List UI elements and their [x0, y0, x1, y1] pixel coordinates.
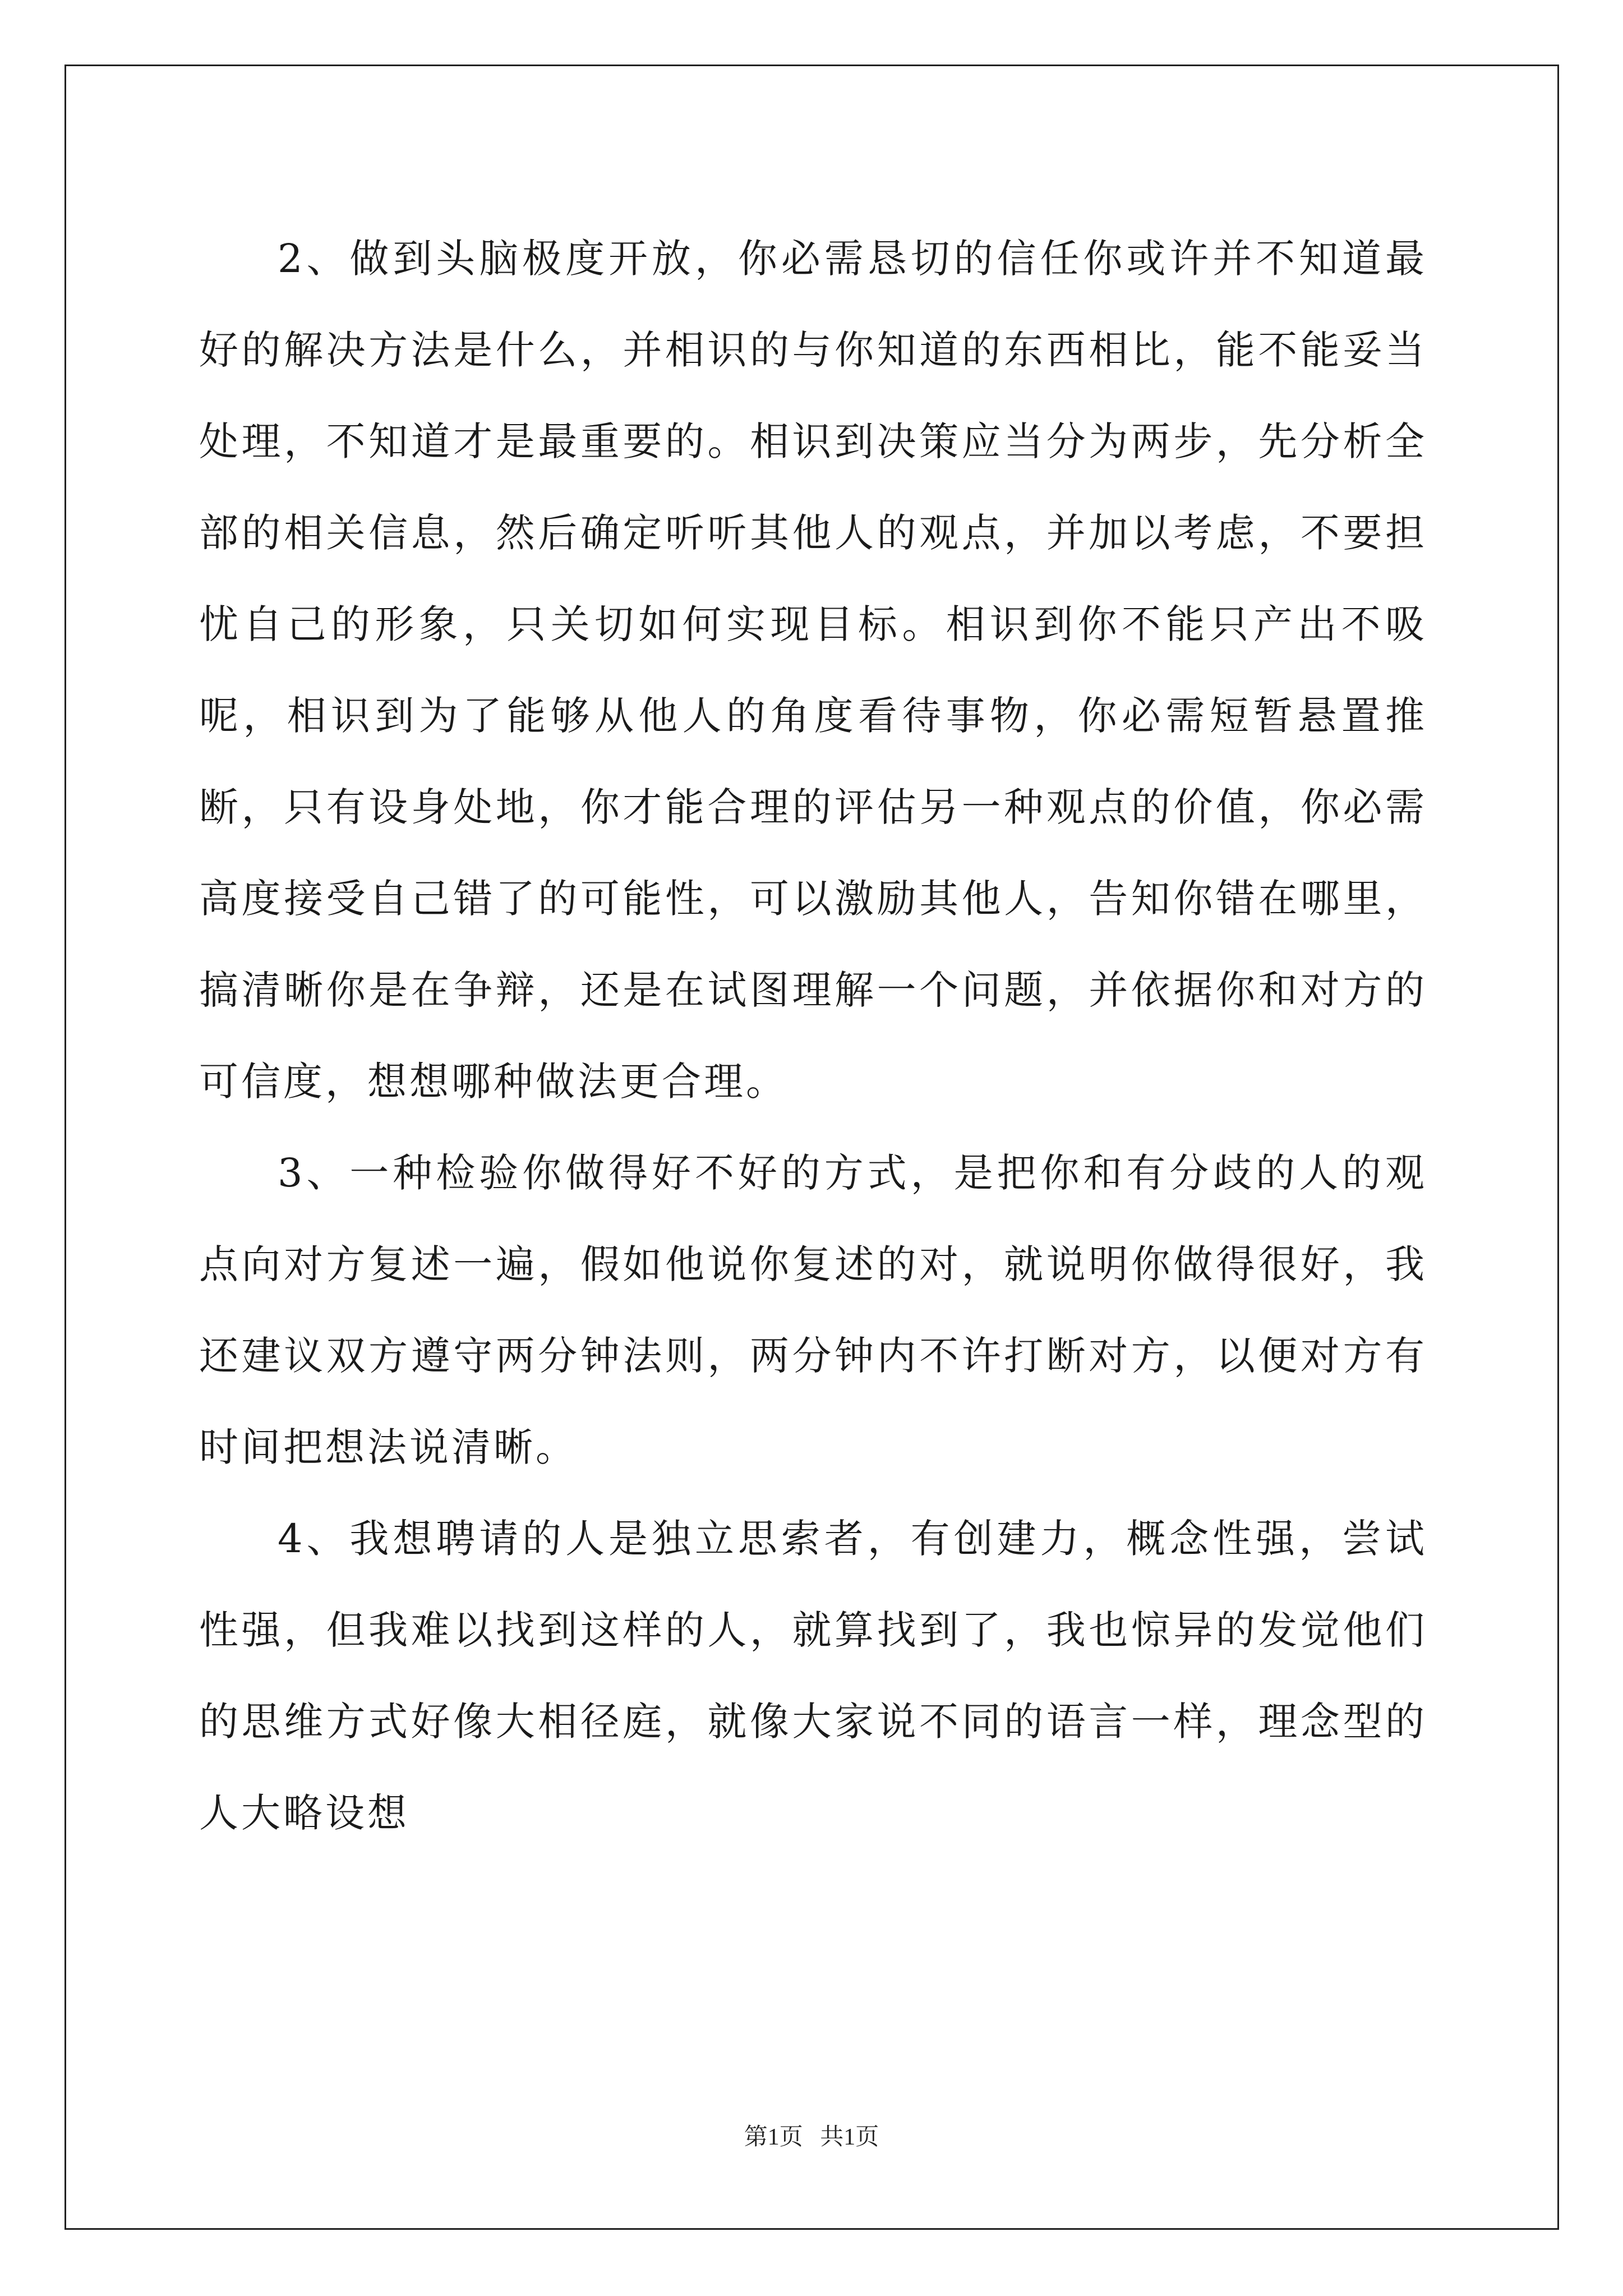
paragraph-4: 4、我想聘请的人是独立思索者，有创建力，概念性强，尝试性强，但我难以找到这样的人，就算找到了，我也惊异的发觉他们的思维方式好像大相径庭，就像大家说不同的语言一样，理念型的人大略设想	[199, 1516, 1427, 1836]
paragraph-2: 2、做到头脑极度开放，你必需恳切的信任你或许并不知道最好的解决方法是什么，并相识的与你知道的东西相比，能不能妥当处理，不知道才是最重要的。相识到决策应当分为两步，先分析全部的相关信息，然后确定听听其他人的观点，并加以考虑，不要担忧自己的形象，只关切如何实现目标。相识到你不能只产出不吸呢，相识到为了能够从他人的角度看待事物，你必需短暂悬置推断，只有设身处地，你才能合理的评估另一种观点的价值，你必需高度接受自己错了的可能性，可以激励其他人，告知你错在哪里，搞清晰你是在争辩，还是在试图理解一个问题，并依据你和对方的可信度，想想哪种做法更合理。	[199, 236, 1427, 1105]
paragraph-3: 3、一种检验你做得好不好的方式，是把你和有分歧的人的观点向对方复述一遍，假如他说你复述的对，就说明你做得很好，我还建议双方遵守两分钟法则，两分钟内不许打断对方，以便对方有时间把想法说清晰。	[199, 1150, 1427, 1470]
page-footer	[0, 2123, 1623, 2151]
document-body	[199, 213, 1427, 1859]
page-number-total: 共1页	[820, 2124, 879, 2150]
page-number-current: 第1页	[744, 2124, 803, 2150]
